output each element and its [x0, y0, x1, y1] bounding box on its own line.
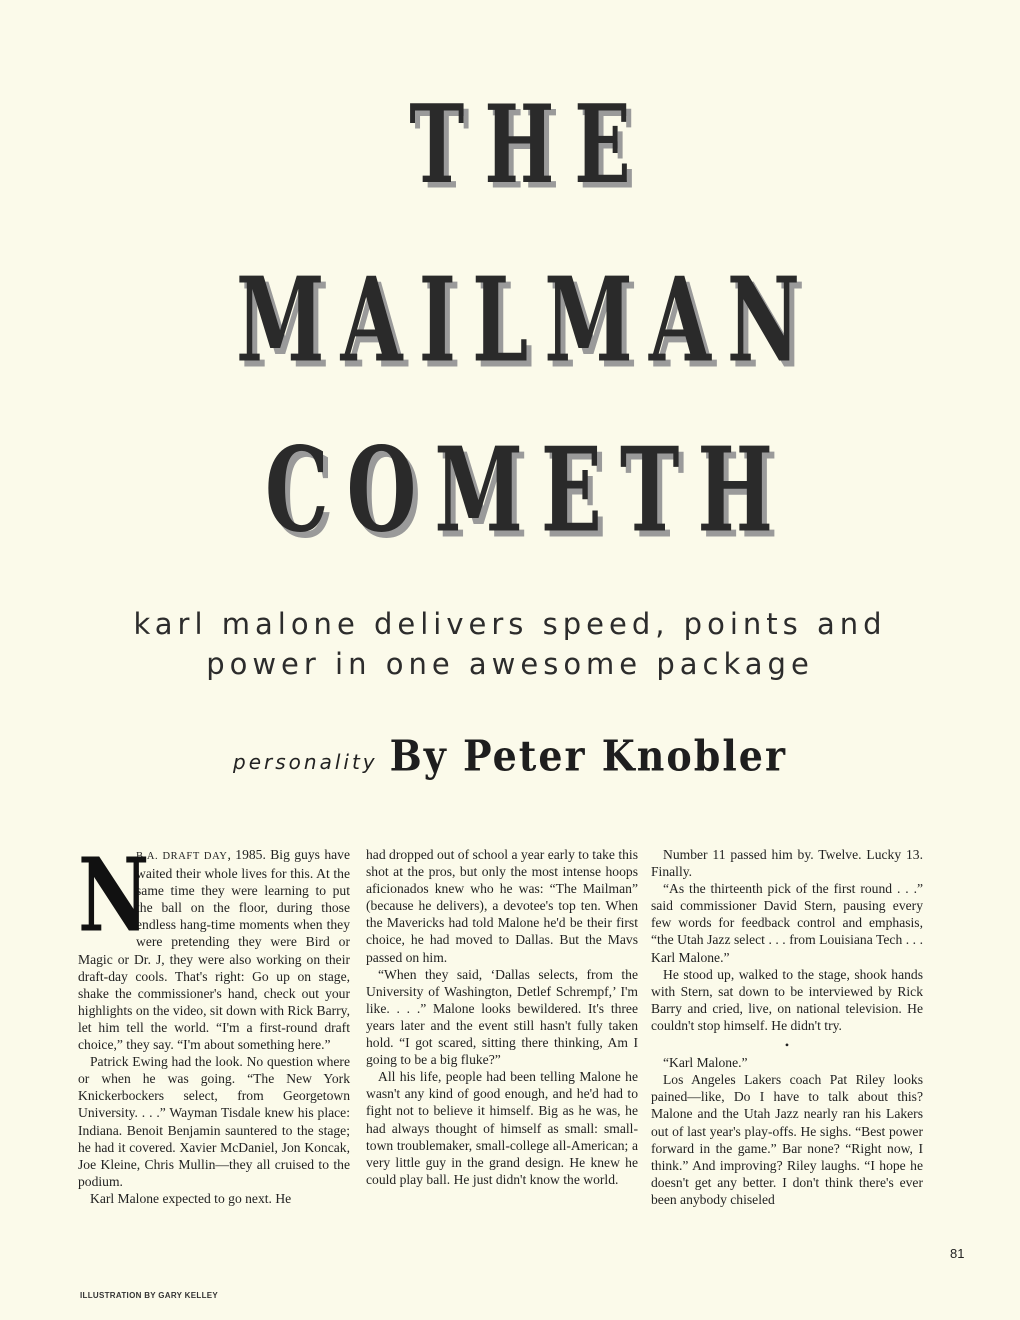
article-paragraph: All his life, people had been telling Malone he wasn't any kind of good enough, and he'd had to fight not to believe it himself. Big as he was, he had always thought of himself as small: small-town troublemaker, small-college all-American; a very little guy in the grand design. He knew he could play ball. He just didn't know the world. — [366, 1069, 638, 1187]
page-number: 81 — [950, 1246, 965, 1261]
article-paragraph: Los Angeles Lakers coach Pat Riley looks pained—like, Do I have to talk about this? Malone and the Utah Jazz nearly ran his Lakers out of last year's play-offs. He sighs. “Best power forward in the game.” Bar none? “Right now, I think.” And improving? Riley laughs. “I hope he doesn't get any better. I don't think there's ever been anybody chiseled — [651, 1072, 923, 1207]
article-paragraph: Patrick Ewing had the look. No question where or when he was going. “The New York Knickerbockers select, from Georgetown University. . . .” Wayman Tisdale knew his place: Indiana. Benoit Benjamin sauntered to the stage; he had it covered. Xavier McDaniel, Jon Koncak, Joe Kleine, Chris Mullin—they all cruised to the podium. — [78, 1054, 350, 1189]
illustration-credit: ILLUSTRATION BY GARY KELLEY — [80, 1291, 219, 1300]
author-name: By Peter Knobler — [389, 730, 787, 781]
article-column-3 — [651, 846, 923, 1208]
headline-line-2: MAILMAN — [235, 251, 817, 389]
section-separator-bullet: • — [784, 1038, 790, 1053]
headline-line-3: COMETH — [264, 421, 791, 559]
article-column-2 — [366, 846, 638, 1188]
article-paragraph: Number 11 passed him by. Twelve. Lucky 13. Finally. — [651, 847, 923, 880]
article-paragraph: had dropped out of school a year early to take this shot at the pros, but only the most intense hoops aficionados knew who he was: “The Mailman” (because he delivers), a devotee's top ten. When the Mavericks had told Malone he'd be their first choice, he had moved to Dallas. But the Mavs passed on him. — [366, 847, 638, 965]
article-paragraph: He stood up, walked to the stage, shook hands with Stern, sat down to be interviewed by Rick Barry and cried, live, on national television. He couldn't stop himself. He didn't try. — [651, 966, 923, 1033]
article-paragraph — [78, 836, 350, 1053]
byline — [0, 730, 1020, 781]
article-paragraph: “As the thirteenth pick of the first round . . .” said commissioner David Stern, pausing every few words for feedback control and emphasis, “the Utah Jazz select . . . from Louisiana Tech . . . Karl Malone.” — [651, 881, 923, 965]
drop-cap: N — [78, 836, 150, 956]
lead-in-smallcaps: B.A. DRAFT DAY — [136, 851, 228, 862]
paragraph-text: , 1985. Big guys have waited their whole lives for this. At the same time they were learning to put the ball on the floor, during those endless hang-time moments when they were pretending they were Bird or Magic or Dr. J, they were also working on their draft-day cools. That's right: Go up on stage, shake the commissioner's hand, check out your highlights on the video, sit down with Rick Barry, let him tell the world. “I'm a first-round draft choice,” they say. “I'm about something here.” — [78, 847, 350, 1053]
article-paragraph: “When they said, ‘Dallas selects, from the University of Washington, Detlef Schrempf,’ I'm like. . . .” Malone looks bewildered. It's three years later and the event still hasn't fully taken hold. “I got scared, sitting there thinking, Am I going to be a big fluke?” — [366, 966, 638, 1068]
subtitle-line-2: power in one awesome package — [206, 647, 814, 681]
article-paragraph: Karl Malone expected to go next. He — [90, 1190, 292, 1206]
headline-line-1: THE — [409, 83, 651, 208]
article-paragraph: “Karl Malone.” — [663, 1055, 748, 1071]
subtitle-line-1: karl malone delivers speed, points and — [133, 607, 887, 641]
department-label: personality — [233, 750, 378, 774]
article-column-1 — [78, 836, 350, 1207]
